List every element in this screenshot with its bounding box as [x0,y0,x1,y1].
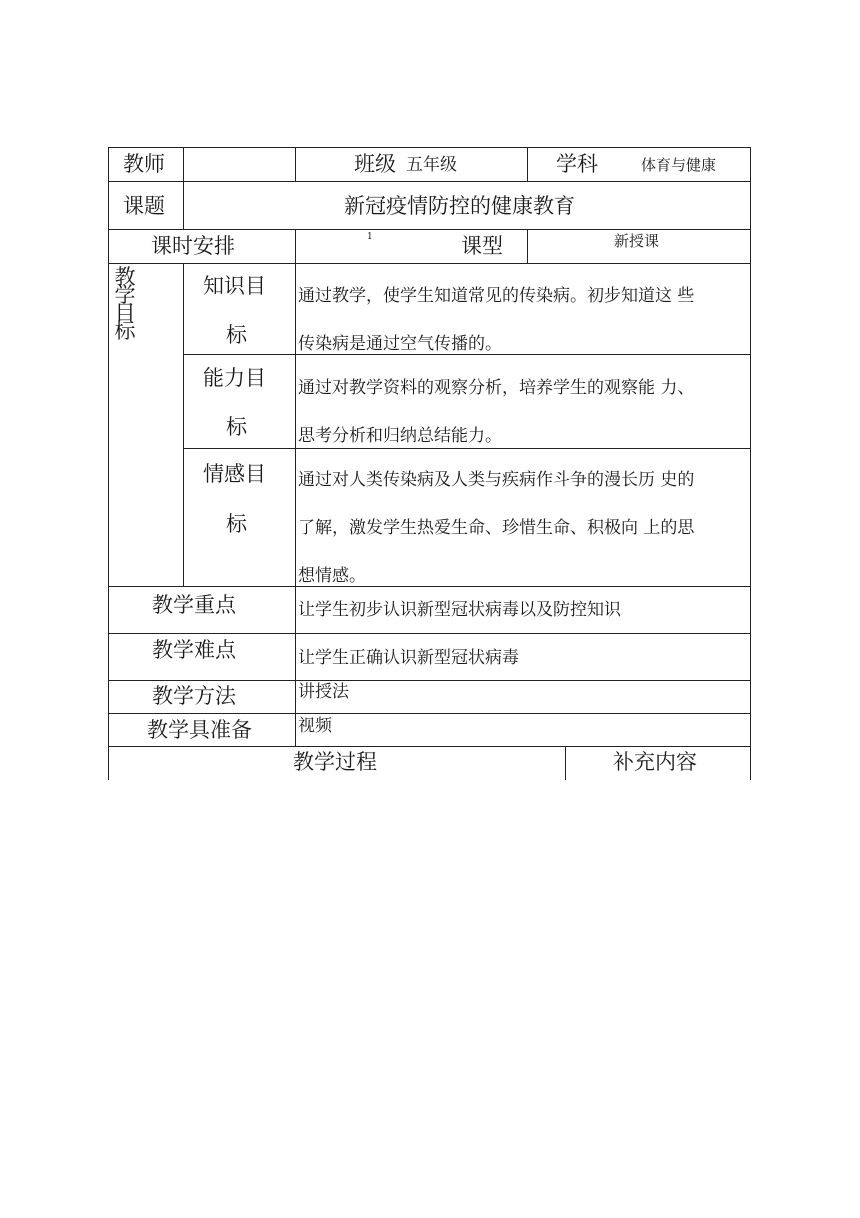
topic-value: 新冠疫情防控的健康教育 [344,194,575,218]
objectives-vertical-label [113,265,137,343]
process-label: 教学过程 [293,750,377,774]
difficulty-value: 让学生正确认识新型冠状病毒 [298,648,519,668]
emotion-objective-text [298,456,694,600]
method-value: 讲授法 [298,682,349,702]
method-value-cell [295,680,751,714]
objectives-label-char: 标 [114,319,136,343]
class-label: 班级 [354,152,396,176]
text-line: 思考分析和归纳总结能力。 [298,426,502,446]
emotion-objective-name-line2: 标 [226,512,247,536]
ability-objective-text-cell [295,354,751,449]
text-line: 通过教学，使学生知道常见的传染病。初步知道这 些 [298,286,695,306]
difficulty-label-cell [108,633,296,681]
emotion-objective-text-cell [295,448,751,587]
key-point-label: 教学重点 [152,593,236,617]
topic-label-cell [108,181,184,230]
method-label: 教学方法 [152,684,236,708]
period-type-cell [295,229,528,264]
topic-label: 课题 [123,194,165,218]
text-line: 通过对教学资料的观察分析，培养学生的观察能 力、 [298,378,695,398]
materials-value-cell [295,713,751,747]
period-label: 课时安排 [151,234,235,258]
difficulty-label: 教学难点 [152,638,236,662]
process-header-cell [108,746,566,780]
knowledge-objective-text-cell [295,263,751,355]
supplement-header-cell [565,746,751,780]
ability-objective-name-cell [183,354,296,449]
subject-cell [527,147,751,182]
knowledge-objective-name-cell [183,263,296,355]
emotion-objective-name-cell [183,448,296,587]
ability-objective-text [298,364,694,460]
materials-label: 教学具准备 [147,718,252,742]
materials-value: 视频 [298,716,332,736]
class-value: 五年级 [406,155,457,175]
period-value: 1 [367,232,373,242]
text-line: 传染病是通过空气传播的。 [298,334,502,354]
type-label: 课型 [461,234,503,258]
difficulty-value-cell [295,633,751,681]
period-label-cell [108,229,296,264]
type-value-cell [527,229,751,264]
text-line: 想情感。 [298,566,366,586]
type-value: 新授课 [614,232,660,250]
key-point-label-cell [108,586,296,634]
emotion-objective-name-line1: 情感目 [203,462,266,486]
knowledge-objective-name-line1: 知识目 [203,274,266,298]
ability-objective-name-line1: 能力目 [203,366,266,390]
knowledge-objective-name-line2: 标 [226,323,247,347]
class-cell [295,147,528,182]
key-point-value: 让学生初步认识新型冠状病毒以及防控知识 [298,600,621,620]
subject-label: 学科 [556,152,598,176]
objectives-label-char: 教 [114,265,136,289]
key-point-value-cell [295,586,751,634]
text-line: 通过对人类传染病及人类与疾病作斗争的漫长历 史的 [298,470,695,490]
ability-objective-name-line2: 标 [226,415,247,439]
objectives-label-char: 学 [114,283,136,307]
teacher-value-cell [183,147,296,182]
teacher-label: 教师 [123,152,165,176]
text-line: 了解，激发学生热爱生命、珍惜生命、积极向 上的思 [298,518,695,538]
teacher-label-cell [108,147,184,182]
objectives-label-char: 目 [114,301,136,325]
topic-value-cell [183,181,751,230]
supplement-label: 补充内容 [613,750,697,774]
subject-value: 体育与健康 [641,156,717,174]
method-label-cell [108,680,296,714]
materials-label-cell [108,713,296,747]
objectives-label-cell [108,263,184,587]
